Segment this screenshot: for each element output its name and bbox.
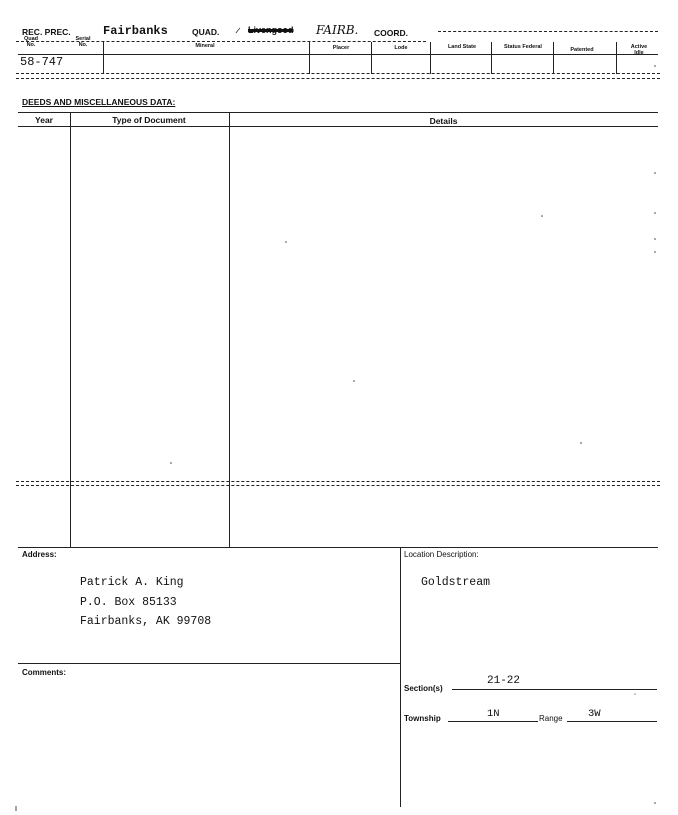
deeds-col-year: Year bbox=[35, 115, 53, 125]
col-active-idle: Active Idle bbox=[630, 44, 648, 56]
deeds-col-details: Details bbox=[429, 116, 458, 126]
coord-label: COORD. bbox=[374, 28, 408, 38]
quad-value: FAIRB. bbox=[316, 23, 359, 37]
col-land-state: Land State bbox=[447, 44, 477, 50]
address-line-1: Patrick A. King bbox=[80, 576, 184, 589]
deeds-section-title: DEEDS AND MISCELLANEOUS DATA: bbox=[22, 97, 176, 107]
col-placer: Placer bbox=[332, 45, 350, 51]
deeds-col-type: Type of Document bbox=[112, 115, 186, 125]
comments-label: Comments: bbox=[22, 668, 67, 677]
col-quad-no: Quad No. bbox=[23, 36, 39, 48]
rec-prec-label: REC. PREC. bbox=[22, 27, 71, 37]
col-serial-no: Serial No. bbox=[75, 36, 91, 48]
location-label: Location Description: bbox=[404, 550, 479, 559]
rec-prec-value: Fairbanks bbox=[103, 24, 168, 38]
township-label: Township bbox=[404, 714, 441, 723]
address-line-2: P.O. Box 85133 bbox=[80, 596, 177, 609]
col-mineral: Mineral bbox=[195, 43, 215, 49]
quad-label: QUAD. bbox=[192, 27, 220, 37]
address-line-3: Fairbanks, AK 99708 bbox=[80, 615, 212, 628]
range-label: Range bbox=[539, 714, 563, 723]
location-value: Goldstream bbox=[421, 576, 491, 589]
col-status-federal: Status Federal bbox=[504, 44, 542, 50]
sections-value: 21-22 bbox=[487, 675, 521, 687]
township-value: 1N bbox=[487, 708, 500, 720]
range-value: 3W bbox=[588, 708, 601, 720]
address-label: Address: bbox=[22, 550, 57, 559]
sections-label: Section(s) bbox=[404, 684, 443, 693]
quad-serial-value: 58-747 bbox=[20, 55, 64, 69]
col-lode: Lode bbox=[394, 45, 408, 51]
quad-struck-value: Livengood bbox=[248, 25, 294, 35]
col-patented: Patented bbox=[570, 47, 594, 53]
